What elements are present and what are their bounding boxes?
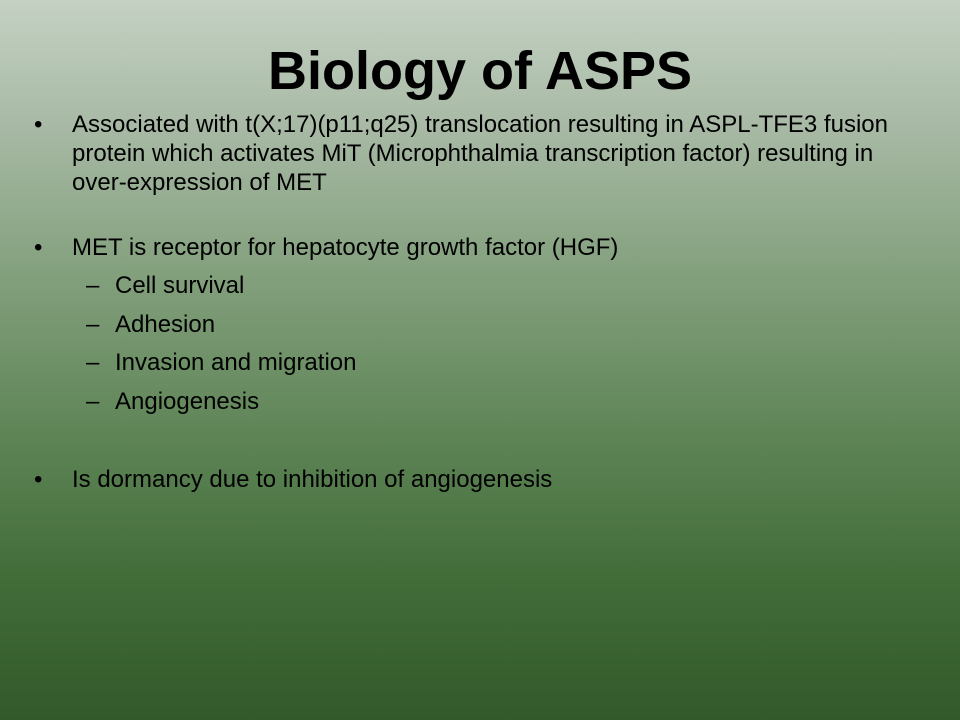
subitem-marker: – <box>86 388 100 415</box>
slide-title: Biology of ASPS <box>267 41 692 101</box>
bullet-text: Is dormancy due to inhibition of angiogenesis <box>72 466 553 493</box>
bullet-marker: • <box>34 111 43 138</box>
subitem-text: Adhesion <box>115 311 216 338</box>
subitem-angiogenesis <box>86 387 875 416</box>
subitem-marker: – <box>86 311 100 338</box>
subitem-text: Invasion and migration <box>115 349 357 376</box>
subitem-invasion-migration <box>86 348 875 377</box>
subitem-text: Angiogenesis <box>115 388 260 415</box>
subitem-cell-survival <box>86 271 875 300</box>
bullet-dormancy-question <box>34 465 922 494</box>
bullet-asps-translocation <box>34 110 922 197</box>
bullet-text: Associated with t(X;17)(p11;q25) translocation resulting in ASPL-TFE3 fusion protein which activates MiT (Microphthalmia transcription factor) resulting in over-expression of MET <box>72 111 888 196</box>
bullet-text: MET is receptor for hepatocyte growth factor (HGF) <box>72 234 619 261</box>
subitem-marker: – <box>86 349 100 376</box>
subitem-marker: – <box>86 272 100 299</box>
subitem-adhesion <box>86 310 875 339</box>
subitem-text: Cell survival <box>115 272 245 299</box>
bullet-marker: • <box>34 466 43 493</box>
bullet-met-receptor <box>34 233 922 262</box>
bullet-marker: • <box>34 234 43 261</box>
